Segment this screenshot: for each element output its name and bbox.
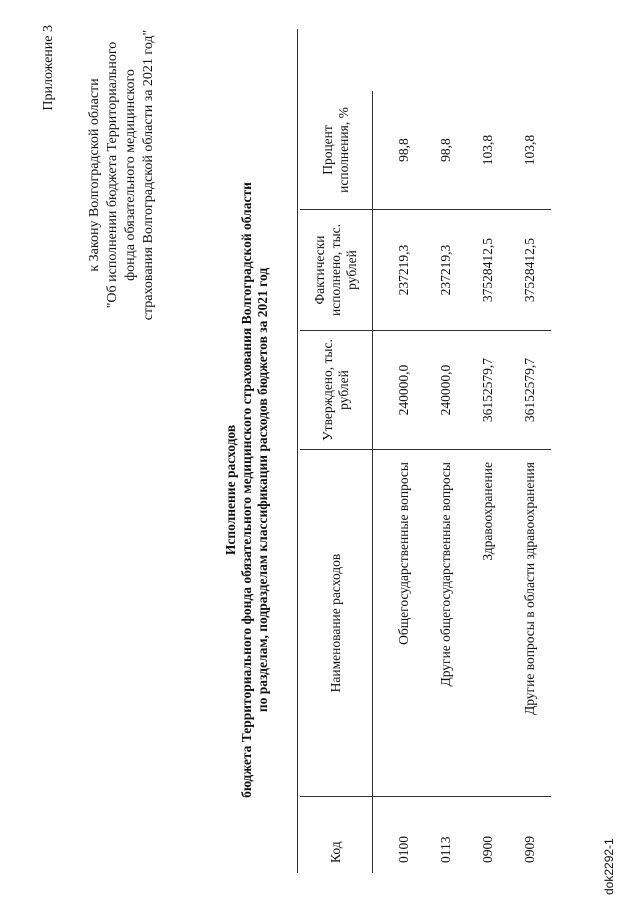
row-approved: 36152579,7	[467, 331, 509, 450]
row-actual: 37528412,5	[509, 210, 551, 331]
header-code: Код	[300, 797, 373, 874]
law-line-3: фонда обязательного медицинского	[123, 69, 138, 281]
row-approved: 36152579,7	[509, 331, 551, 450]
expenses-table	[300, 91, 551, 873]
row-percent: 98,8	[396, 138, 411, 162]
row-code: 0113	[425, 797, 467, 874]
law-line-2: "Об исполнении бюджета Территориального	[105, 41, 120, 309]
law-line-4: страхования Волгоградской области за 2021 год"	[141, 29, 156, 321]
heading-line-2: бюджета Территориального фонда обязательного медицинского страхования Волгоградской области	[239, 182, 254, 798]
law-line-1: к Закону Волгоградской области	[87, 78, 102, 272]
row-name: Другие общегосударственные вопросы	[425, 450, 467, 797]
header-percent: Процент исполнения, %	[300, 91, 373, 210]
appendix-block	[40, 25, 158, 365]
heading-line-1: Исполнение расходов	[223, 424, 238, 556]
row-percent: 103,8	[480, 134, 495, 166]
table-header-row	[300, 91, 373, 873]
row-percent: 98,8	[438, 138, 453, 162]
row-approved: 240000,0	[373, 331, 426, 450]
heading-line-3: по разделам, подразделам классификации расходов бюджетов за 2021 год	[255, 267, 270, 713]
row-code: 0909	[509, 797, 551, 874]
table-top-border	[297, 29, 298, 873]
table-row	[509, 91, 551, 873]
row-name: Другие вопросы в области здравоохранения	[509, 450, 551, 797]
row-code: 0900	[467, 797, 509, 874]
table-row	[467, 91, 509, 873]
table-row	[373, 91, 426, 873]
row-name: Здравоохранение	[467, 450, 509, 797]
law-reference	[86, 25, 158, 325]
row-code: 0100	[373, 797, 426, 874]
document-id: dok2292-1	[602, 838, 616, 895]
appendix-title: Приложение 3	[41, 25, 56, 111]
row-actual: 237219,3	[373, 210, 426, 331]
row-percent: 103,8	[522, 134, 537, 166]
row-actual: 237219,3	[425, 210, 467, 331]
row-actual: 37528412,5	[467, 210, 509, 331]
header-actual: Фактически исполнено, тыс. рублей	[300, 210, 373, 331]
row-approved: 240000,0	[425, 331, 467, 450]
header-name: Наименование расходов	[300, 450, 373, 797]
table-row	[425, 91, 467, 873]
row-name: Общегосударственные вопросы	[373, 450, 426, 797]
header-approved: Утверждено, тыс. рублей	[300, 331, 373, 450]
document-heading	[223, 135, 271, 845]
